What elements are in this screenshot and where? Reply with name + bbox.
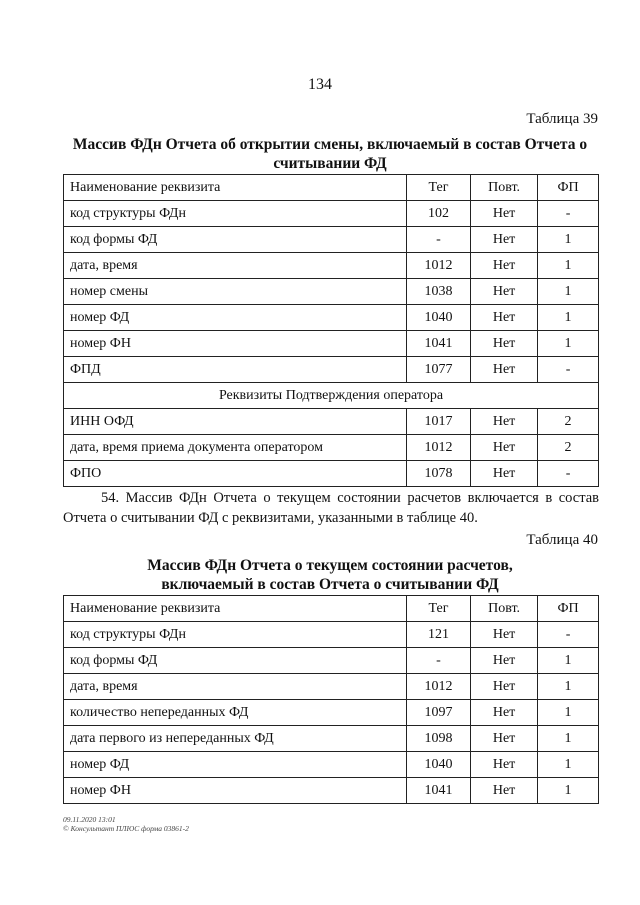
tag-cell: - — [406, 227, 470, 253]
page-number: 134 — [308, 76, 332, 93]
repeat-cell: Нет — [471, 726, 538, 752]
repeat-cell: Нет — [471, 778, 538, 804]
repeat-cell: Нет — [471, 305, 538, 331]
table-row — [64, 227, 599, 253]
table-row — [64, 201, 599, 227]
table-row — [64, 700, 599, 726]
name-cell: код структуры ФДн — [64, 201, 407, 227]
tag-cell: 1038 — [406, 279, 470, 305]
repeat-cell: Нет — [471, 357, 538, 383]
table-row — [64, 726, 599, 752]
tag-cell: 1041 — [406, 778, 470, 804]
section-title: Реквизиты Подтверждения оператора — [64, 383, 599, 409]
fp-cell: - — [538, 622, 599, 648]
fp-cell: 1 — [538, 700, 599, 726]
table-row — [64, 331, 599, 357]
header-name-cell: Наименование реквизита — [64, 596, 407, 622]
repeat-cell: Нет — [471, 279, 538, 305]
fp-cell: 2 — [538, 435, 599, 461]
name-cell: номер ФД — [64, 752, 407, 778]
repeat-cell: Нет — [471, 700, 538, 726]
table-39-title-line2: считывании ФД — [273, 155, 387, 172]
table-39 — [63, 174, 599, 487]
paragraph-54-text: 54. Массив ФДн Отчета о текущем состоянии расчетов включается в состав Отчета о считывании ФД с реквизитами, указанными в таблице 40. — [63, 490, 599, 526]
fp-cell: 1 — [538, 227, 599, 253]
fp-cell: 1 — [538, 305, 599, 331]
fp-cell: 1 — [538, 778, 599, 804]
tag-cell: - — [406, 648, 470, 674]
tag-cell: 1012 — [406, 435, 470, 461]
repeat-cell: Нет — [471, 461, 538, 487]
paragraph-54 — [63, 488, 599, 528]
fp-cell: 1 — [538, 648, 599, 674]
tag-cell: 1098 — [406, 726, 470, 752]
table-40-title-line1: Массив ФДн Отчета о текущем состоянии расчетов, — [147, 557, 513, 574]
name-cell: количество непереданных ФД — [64, 700, 407, 726]
table-row — [64, 279, 599, 305]
fp-cell: - — [538, 461, 599, 487]
table-row — [64, 752, 599, 778]
tag-cell: 1012 — [406, 253, 470, 279]
header-repeat-cell: Повт. — [471, 596, 538, 622]
table-header-row — [64, 175, 599, 201]
tag-cell: 121 — [406, 622, 470, 648]
name-cell: номер смены — [64, 279, 407, 305]
section-row — [64, 383, 599, 409]
table-row — [64, 674, 599, 700]
repeat-cell: Нет — [471, 622, 538, 648]
table-40-label: Таблица 40 — [526, 532, 598, 548]
name-cell: код формы ФД — [64, 648, 407, 674]
tag-cell: 1041 — [406, 331, 470, 357]
name-cell: номер ФН — [64, 778, 407, 804]
repeat-cell: Нет — [471, 674, 538, 700]
fp-cell: 1 — [538, 331, 599, 357]
repeat-cell: Нет — [471, 227, 538, 253]
table-row — [64, 305, 599, 331]
name-cell: код структуры ФДн — [64, 622, 407, 648]
fp-cell: - — [538, 357, 599, 383]
name-cell: дата первого из непереданных ФД — [64, 726, 407, 752]
name-cell: дата, время приема документа оператором — [64, 435, 407, 461]
table-39-title — [60, 135, 600, 173]
footer-line1: 09.11.2020 13:01 — [63, 815, 116, 824]
repeat-cell: Нет — [471, 435, 538, 461]
repeat-cell: Нет — [471, 201, 538, 227]
header-repeat-cell: Повт. — [471, 175, 538, 201]
table-row — [64, 435, 599, 461]
repeat-cell: Нет — [471, 752, 538, 778]
header-tag-cell: Тег — [406, 175, 470, 201]
table-row — [64, 253, 599, 279]
tag-cell: 1017 — [406, 409, 470, 435]
table-40-title — [60, 556, 600, 594]
name-cell: номер ФД — [64, 305, 407, 331]
repeat-cell: Нет — [471, 253, 538, 279]
header-fp-cell: ФП — [538, 596, 599, 622]
table-row — [64, 622, 599, 648]
header-name-cell: Наименование реквизита — [64, 175, 407, 201]
tag-cell: 1078 — [406, 461, 470, 487]
repeat-cell: Нет — [471, 331, 538, 357]
table-row — [64, 357, 599, 383]
repeat-cell: Нет — [471, 409, 538, 435]
fp-cell: 1 — [538, 674, 599, 700]
name-cell: номер ФН — [64, 331, 407, 357]
name-cell: дата, время — [64, 674, 407, 700]
fp-cell: 1 — [538, 279, 599, 305]
table-40 — [63, 595, 599, 804]
header-tag-cell: Тег — [406, 596, 470, 622]
table-39-title-line1: Массив ФДн Отчета об открытии смены, включаемый в состав Отчета о — [72, 136, 588, 153]
table-39-label: Таблица 39 — [526, 111, 598, 127]
table-row — [64, 409, 599, 435]
name-cell: ФПД — [64, 357, 407, 383]
fp-cell: 1 — [538, 726, 599, 752]
fp-cell: 1 — [538, 752, 599, 778]
table-40-title-line2: включаемый в состав Отчета о считывании ФД — [161, 576, 499, 593]
tag-cell: 1077 — [406, 357, 470, 383]
tag-cell: 1040 — [406, 752, 470, 778]
tag-cell: 1040 — [406, 305, 470, 331]
table-row — [64, 461, 599, 487]
name-cell: ИНН ОФД — [64, 409, 407, 435]
table-header-row — [64, 596, 599, 622]
name-cell: дата, время — [64, 253, 407, 279]
footer-stamp — [63, 815, 189, 833]
tag-cell: 1097 — [406, 700, 470, 726]
tag-cell: 1012 — [406, 674, 470, 700]
fp-cell: 2 — [538, 409, 599, 435]
header-fp-cell: ФП — [538, 175, 599, 201]
fp-cell: 1 — [538, 253, 599, 279]
name-cell: код формы ФД — [64, 227, 407, 253]
table-row — [64, 648, 599, 674]
fp-cell: - — [538, 201, 599, 227]
repeat-cell: Нет — [471, 648, 538, 674]
footer-line2: © Консультант ПЛЮС форма 03861-2 — [63, 824, 189, 833]
name-cell: ФПО — [64, 461, 407, 487]
tag-cell: 102 — [406, 201, 470, 227]
table-row — [64, 778, 599, 804]
